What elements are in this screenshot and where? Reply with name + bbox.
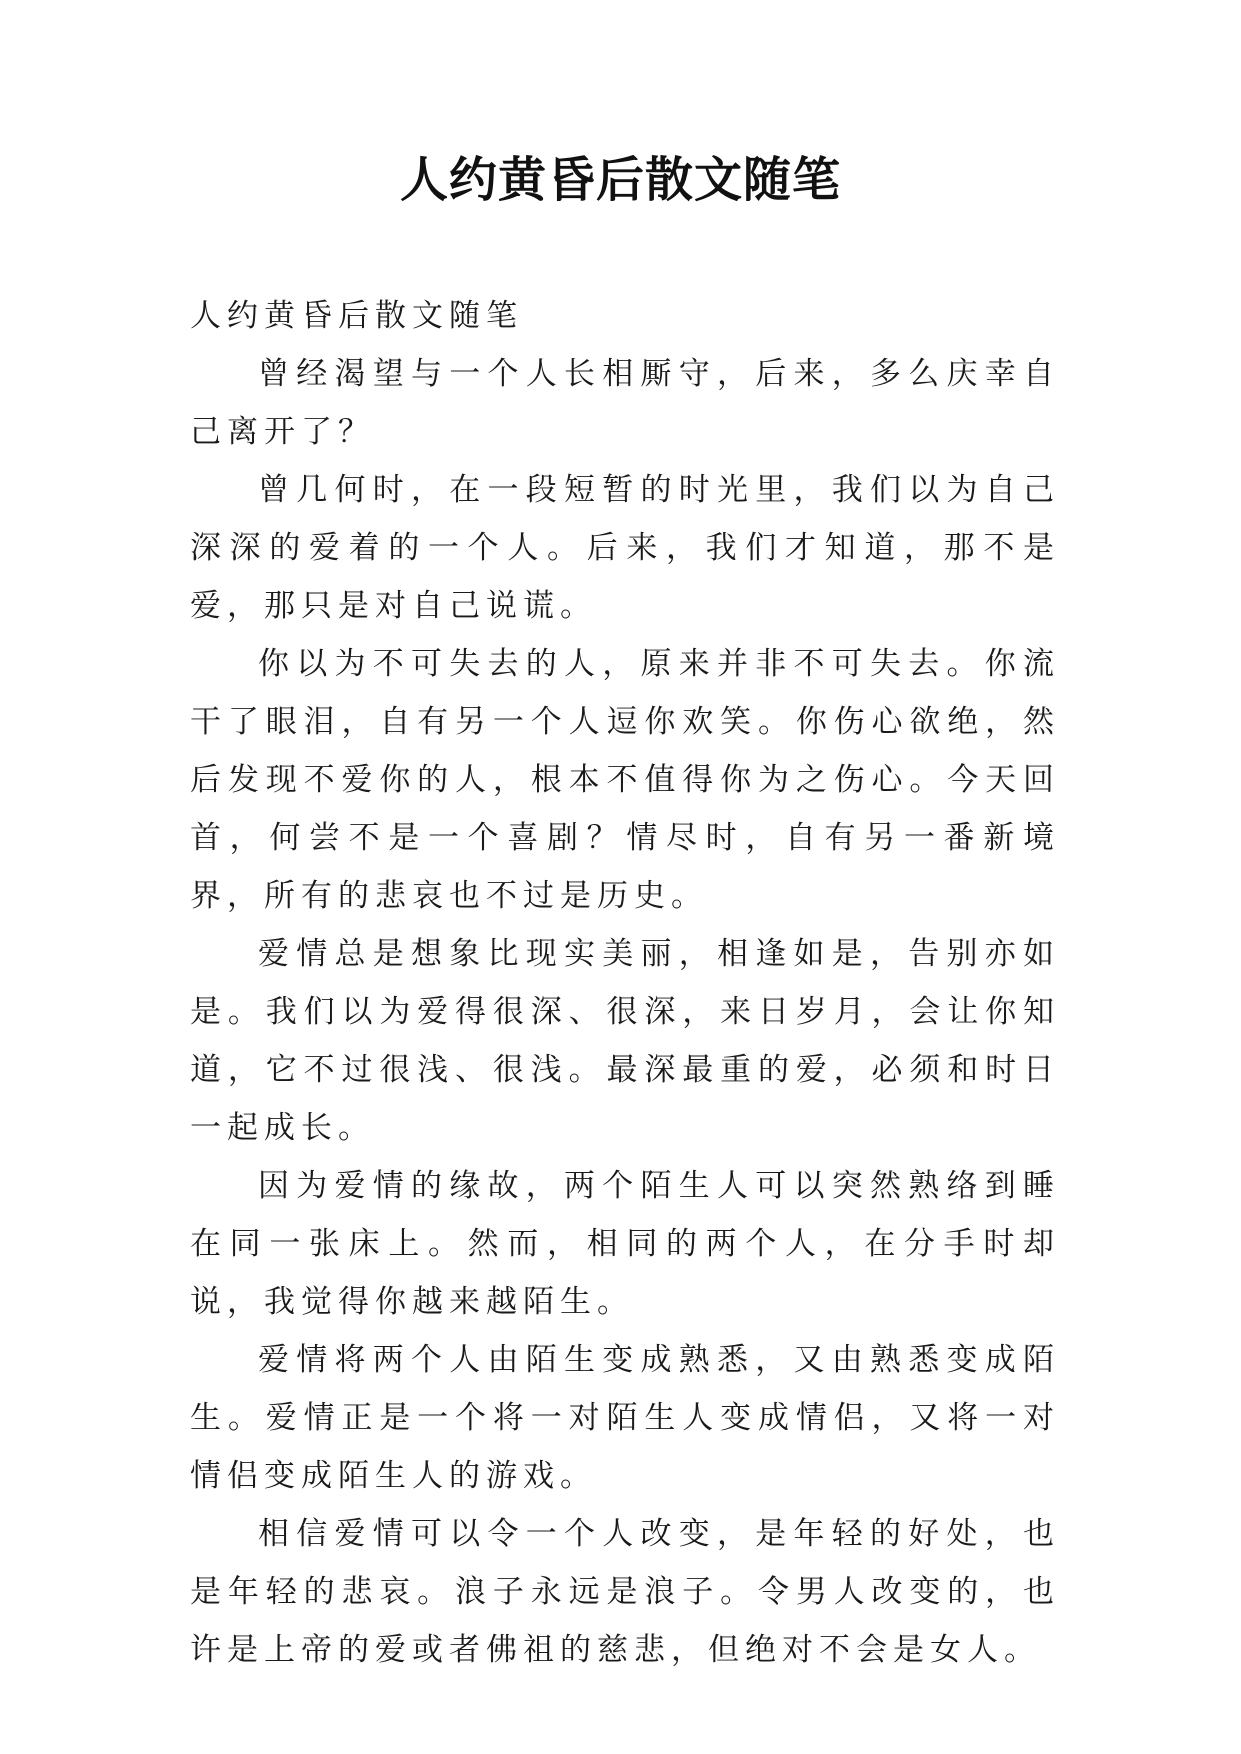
paragraph-7: 相信爱情可以令一个人改变，是年轻的好处，也是年轻的悲哀。浪子永远是浪子。令男人改变的，也许是上帝的爱或者佛祖的慈悲，但绝对不会是女人。: [190, 1516, 1060, 1668]
document-title: 人约黄昏后散文随笔: [399, 152, 841, 208]
paragraph-3: 你以为不可失去的人，原来并非不可失去。你流干了眼泪，自有另一个人逗你欢笑。你伤心欲绝，然后发现不爱你的人，根本不值得你为之伤心。今天回首，何尝不是一个喜剧？情尽时，自有另一番新境界，所有的悲哀也不过是历史。: [190, 646, 1060, 914]
paragraph-5: 因为爱情的缘故，两个陌生人可以突然熟络到睡在同一张床上。然而，相同的两个人，在分手时却说，我觉得你越来越陌生。: [190, 1168, 1060, 1320]
document-subtitle: 人约黄昏后散文随笔: [190, 298, 523, 334]
document-body: [190, 287, 1060, 1679]
paragraph-2: 曾几何时，在一段短暂的时光里，我们以为自己深深的爱着的一个人。后来，我们才知道，那不是爱，那只是对自己说谎。: [190, 472, 1060, 624]
paragraph-4: 爱情总是想象比现实美丽，相逢如是，告别亦如是。我们以为爱得很深、很深，来日岁月，会让你知道，它不过很浅、很浅。最深最重的爱，必须和时日一起成长。: [190, 936, 1060, 1146]
paragraph-6: 爱情将两个人由陌生变成熟悉，又由熟悉变成陌生。爱情正是一个将一对陌生人变成情侣，又将一对情侣变成陌生人的游戏。: [190, 1342, 1060, 1494]
paragraph-1: 曾经渴望与一个人长相厮守，后来，多么庆幸自己离开了？: [190, 356, 1060, 450]
